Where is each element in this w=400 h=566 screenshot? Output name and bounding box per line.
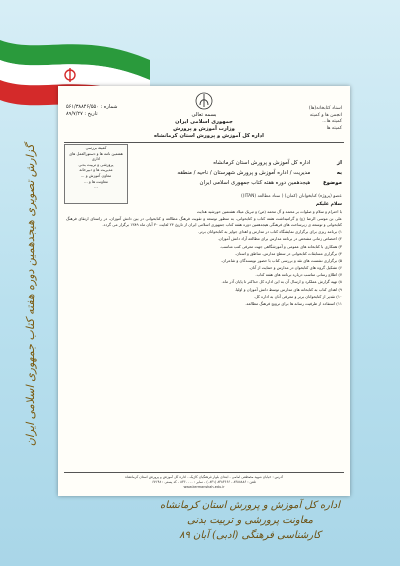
header-right-line: کمیته ها... [322, 119, 342, 125]
body-paragraph: ۱۰) تقدیر از کتابخوانان برتر و معرفی آنان به اداره کل. [253, 293, 342, 299]
to-label: به [336, 170, 342, 176]
body-paragraph: با احترام و سلام و صلوات بر محمد و آل محمد (ص) و تبریک میلاد هشتمین خورشید هدایت [196, 209, 342, 215]
header-ministry: وزارت آموزش و پرورش [173, 126, 235, 132]
body-paragraph: علی بن موسی الرضا (ع) و گرامیداشت هفته کتاب و کتابخوانی، به منظور توسعه و تقویت فرهنگ مطالعه و کتابخوانی در بین دانش آموزان، در راستای ارتقای فرهنگ کتابخوانی و توسعه ی زیرساخت های فرهنگی هیجدهمین دوره هفته کتاب جمهوری اسلامی ایران از تاریخ ۲۴ لغایت ۳۰ آبان ماه ۱۳۸۹ برگزار می گردد. [66, 216, 342, 227]
footer-phone: تلفن : ۸۳۸۸۸۸۶ - ۸۳۸۳۶۶۶ (۰۸۳۱) - نمابر : ۸۳۶۰۰۰۰ - کد پستی : ۶۷۱۴۸ [152, 480, 256, 484]
note-line: کمیته بررسی [85, 145, 107, 150]
vertical-caption [10, 143, 50, 447]
header-right-line: اسناد کتابخانه(ها) [308, 106, 342, 111]
header-department: اداره کل آموزش و پرورش استان کرمانشاه [154, 133, 264, 139]
subject-value: هیجدهمین دوره هفته کتاب جمهوری اسلامی ایران [199, 180, 311, 186]
from-row [132, 158, 342, 168]
body-paragraph: ۴) برگزاری مسابقات کتابخوانی در سطح مدارس، مناطق و استان. [235, 250, 342, 256]
header-divider [64, 142, 344, 143]
header-government: جمهوری اسلامی ایران [175, 119, 233, 125]
note-line: هفتمین نامه ها و دستورالعمل های اداری [69, 150, 123, 162]
official-letter [58, 86, 350, 496]
number-label: شماره : [100, 104, 118, 110]
letter-body [66, 202, 342, 308]
body-paragraph: ۸) تهیه گزارش عملکرد و ارسال آن به این اداره کل حداکثر تا پایان آذر ماه. [221, 279, 342, 285]
footer-address: آدرس : خیابان شهید مصطفی امامی - ابتدای بلوار فرهنگیان کاژیک - اداره کل آموزش و پرورش استان کرمانشاه [125, 475, 283, 479]
body-paragraph: ۶) تشکیل گروه های کتابخوان در مدارس و حمایت از آنان. [248, 265, 342, 271]
number-value: ۵۶۱/۳۸۸۴۶/۵۵۰ [66, 104, 99, 110]
body-paragraph: ۲) اختصاص زمانی مشخص در برنامه مدارس برای مطالعه آزاد دانش آموزان. [217, 236, 342, 242]
letter-number-block [66, 104, 156, 118]
note-line: پرورشی و تربیت بدنی [78, 161, 114, 167]
date-label: تاریخ : [84, 111, 98, 117]
body-paragraph: ۱۱) استفاده از ظرفیت رسانه ها برای ترویج فرهنگ مطالعه. [245, 301, 342, 307]
note-line: معاونت ها و ... [84, 178, 108, 184]
letter-number [66, 104, 156, 111]
sign-line-3: کارشناسی فرهنگی (ادبی) آبان ۸۹ [179, 530, 321, 541]
referral-stamp-box [64, 144, 128, 204]
body-paragraph: ۹) اهدای کتاب به کتابخانه های مدارس توسط دانش آموزان و اولیا. [234, 286, 342, 292]
from-label: از [337, 160, 342, 166]
body-paragraph: ۱) برنامه ریزی برای برگزاری نمایشگاه کتاب در مدارس و اهدای جوایز به کتابخوانان برتر. [198, 229, 342, 235]
header-right-lines [290, 106, 342, 132]
header-basmala: بسمه تعالی [191, 112, 217, 118]
letter-header [154, 112, 264, 140]
footer-divider [64, 472, 344, 473]
date-value: ۸۹/۷/۲۷ [66, 111, 83, 117]
body-paragraph: ۷) اطلاع رسانی مناسب درباره برنامه های هفته کتاب. [255, 272, 342, 278]
sign-line-1: اداره کل آموزش و پرورش استان کرمانشاه [159, 500, 341, 511]
greeting: سلام علیکم [315, 202, 342, 207]
footer-website: www.kermanshah-edu.ir [183, 485, 225, 489]
subject-row [132, 178, 342, 188]
to-value: مدیریت / اداره آموزش و پرورش شهرستان / ناحیه / منطقه [177, 170, 311, 176]
emblem-icon [190, 90, 218, 112]
signature-caption [150, 498, 350, 543]
note-line: ... [94, 184, 98, 190]
body-paragraph: ۵) برگزاری نشست های نقد و بررسی کتاب با حضور نویسندگان و شاعران. [221, 257, 342, 263]
sign-line-2: معاونت پرورشی و تربیت بدنی [187, 515, 313, 526]
subject-label: موضوع [323, 180, 342, 186]
note-line: معاون آموزش و ... [80, 172, 112, 178]
letter-footer [64, 475, 344, 490]
body-paragraph: ۳) همکاری با کتابخانه های عمومی و آموزشگاهی جهت معرفی کتب مناسب. [219, 243, 342, 249]
letter-date [66, 111, 156, 118]
note-line: مدیریت ها و دبیرخانه [79, 167, 113, 173]
vertical-caption-text: گزارش تصویری هیجدهمین دوره هفته کتاب جمهوری اسلامی ایران [23, 143, 37, 447]
header-right-line: کمیته ها [326, 125, 342, 131]
to-row [132, 168, 342, 178]
header-right-line: انجمن ها و کمیته [309, 112, 342, 118]
letter-fields [132, 158, 342, 188]
reference-line: عضو (پروژه) کتابخوانان (کمان) ( ستاد مطالعه (ITAN)) [241, 194, 342, 199]
from-value: اداره کل آموزش و پرورش استان کرمانشاه [213, 160, 311, 166]
